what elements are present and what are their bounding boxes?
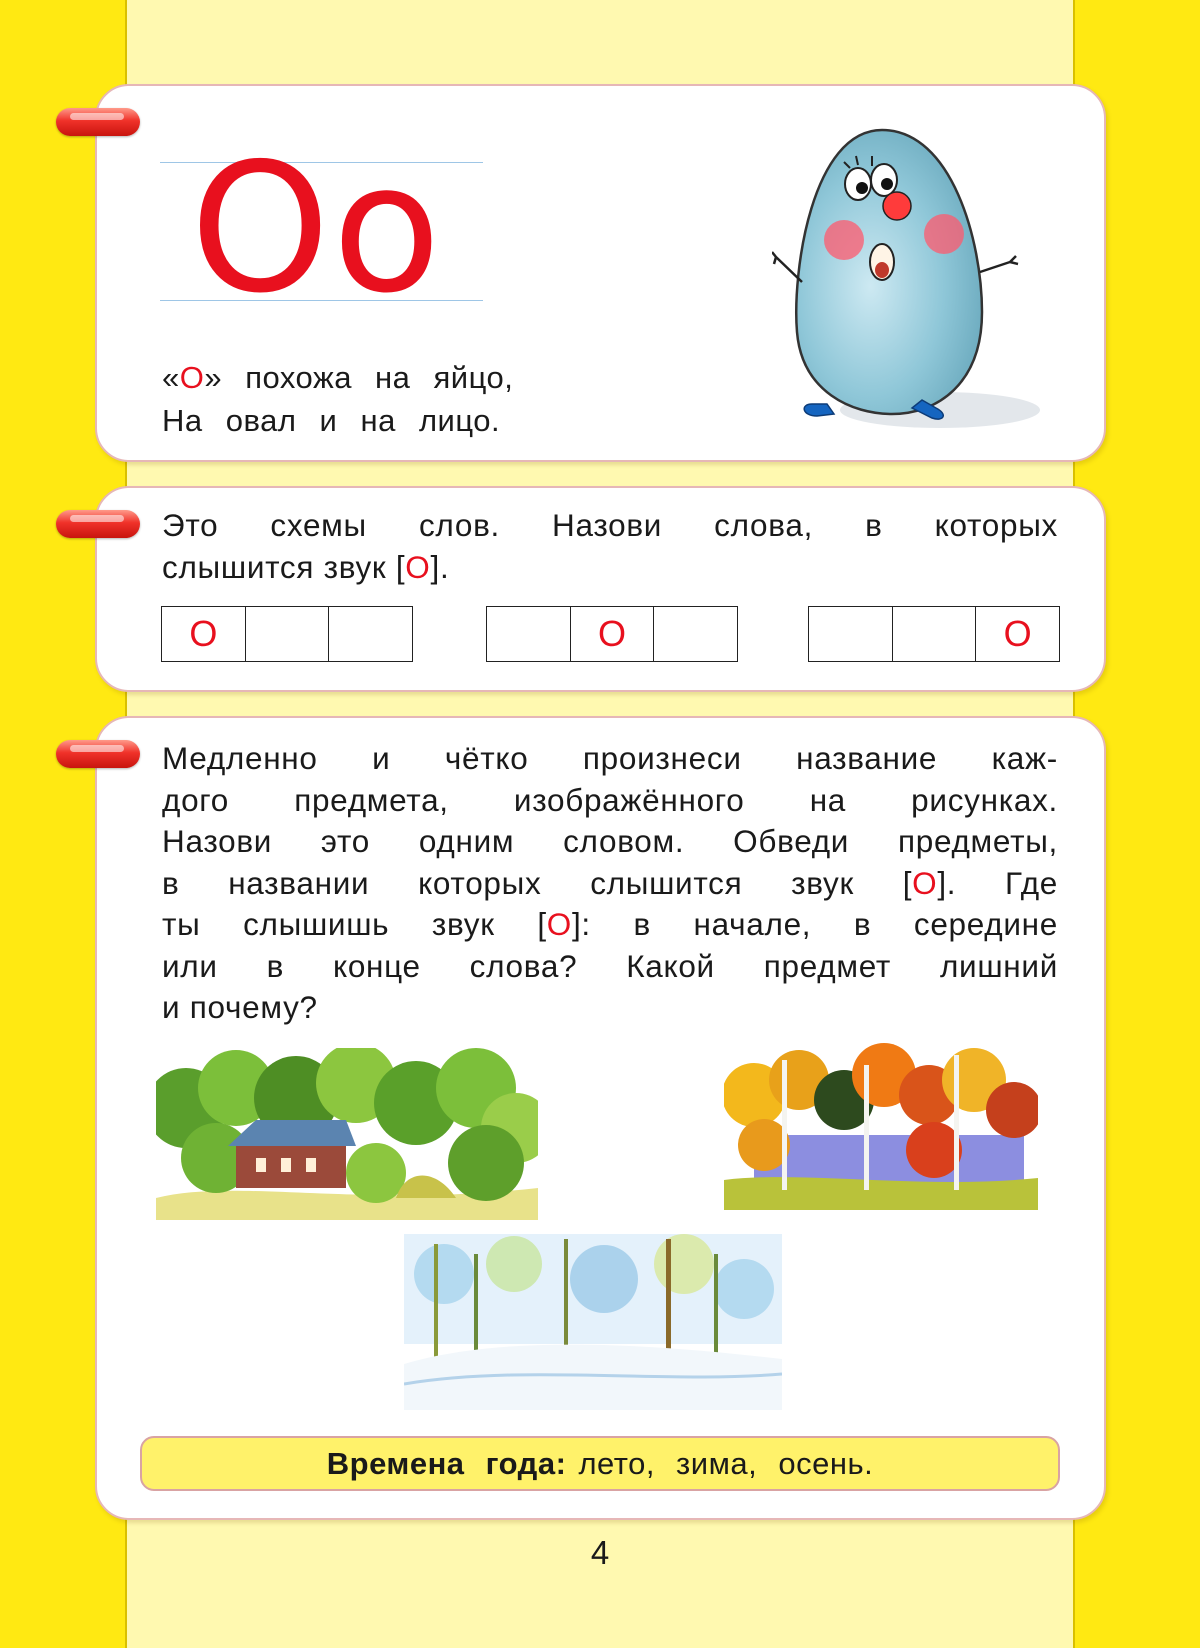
- rhyme-line-2: На овал и на лицо.: [162, 403, 501, 438]
- red-bullet-icon: [56, 740, 140, 768]
- instruction-line: Это схемы слов. Назови слова, в которых: [162, 507, 1058, 543]
- summer-landscape-picture: [156, 1048, 538, 1220]
- page-number: 4: [590, 1534, 610, 1571]
- scheme-cell: [329, 607, 412, 661]
- scheme-cell: [654, 607, 737, 661]
- schemes-instruction: [162, 505, 1058, 588]
- letter-heading: Оо: [190, 125, 444, 332]
- scheme-cell: О: [162, 607, 246, 661]
- word-scheme-middle: [486, 606, 738, 662]
- rhyme-text: [162, 356, 513, 442]
- egg-character-icon: [772, 122, 1062, 442]
- instruction-line: или в конце слова? Какой предмет лишний: [162, 947, 1058, 984]
- scheme-cell: [893, 607, 977, 661]
- answer-bar: [140, 1436, 1060, 1491]
- scheme-cell: О: [1003, 613, 1032, 654]
- rhyme-line-1: «О» похожа на яйцо,: [162, 360, 514, 395]
- scheme-cell: [487, 607, 571, 661]
- scheme-cell: О: [571, 607, 655, 661]
- instruction-line: слышится звук [О].: [162, 548, 450, 585]
- autumn-landscape-picture: [724, 1040, 1038, 1210]
- word-scheme-start: [161, 606, 413, 662]
- seasons-instruction: [162, 738, 1058, 1029]
- red-bullet-icon: [56, 510, 140, 538]
- winter-landscape-picture: [404, 1234, 782, 1410]
- red-bullet-icon: [56, 108, 140, 136]
- instruction-line: в названии которых слышится звук [О]. Где: [162, 864, 1058, 901]
- instruction-line: дого предмета, изображённого на рисунках.: [162, 781, 1058, 818]
- scheme-cell: [809, 607, 893, 661]
- instruction-line: Медленно и чётко произнеси название каж-: [162, 740, 1058, 776]
- instruction-line: ты слышишь звук [О]: в начале, в середине: [162, 906, 1058, 942]
- answer-value: лето, зима, осень.: [578, 1445, 874, 1481]
- scheme-cell: [246, 607, 330, 661]
- instruction-line: Назови это одним словом. Обведи предметы,: [162, 823, 1058, 859]
- answer-label: Времена года:: [326, 1445, 567, 1481]
- instruction-line: и почему?: [162, 989, 318, 1025]
- word-scheme-end: [808, 606, 1060, 662]
